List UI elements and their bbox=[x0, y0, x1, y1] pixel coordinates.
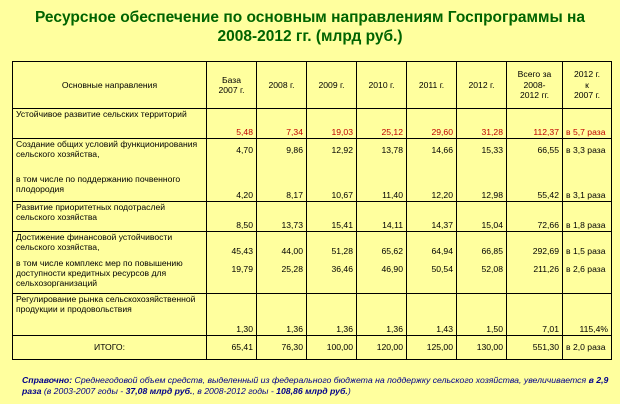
row-label: ИТОГО: bbox=[13, 336, 207, 360]
table-cell: 4,70 bbox=[207, 139, 257, 174]
table-cell: 100,00 bbox=[307, 336, 357, 360]
table-cell: 25,28 bbox=[257, 258, 307, 294]
table-cell: 45,43 bbox=[207, 232, 257, 258]
row-label: Создание общих условий функционирования сельского хозяйства, bbox=[13, 139, 207, 174]
table-cell: 25,12 bbox=[357, 109, 407, 139]
table-cell: 7,01 bbox=[507, 294, 563, 336]
header-ratio-line1: 2012 г. bbox=[574, 69, 600, 80]
table-cell: 19,79 bbox=[207, 258, 257, 294]
table-row bbox=[13, 294, 612, 336]
table-cell: 55,42 bbox=[507, 174, 563, 202]
table-row bbox=[13, 202, 612, 232]
table-cell: 36,46 bbox=[307, 258, 357, 294]
table-cell: 66,55 bbox=[507, 139, 563, 174]
header-base-line2: 2007 г. bbox=[218, 85, 245, 95]
table-cell: 1,43 bbox=[407, 294, 457, 336]
header-2012: 2012 г. bbox=[457, 62, 507, 109]
table-cell: 51,28 bbox=[307, 232, 357, 258]
row-label: Развитие приоритетных подотраслей сельского хозяйства bbox=[13, 202, 207, 232]
table-cell: 112,37 bbox=[507, 109, 563, 139]
table-cell: 8,50 bbox=[207, 202, 257, 232]
table-cell: в 5,7 раза bbox=[563, 109, 612, 139]
header-direction: Основные направления bbox=[13, 62, 207, 109]
table-cell: 9,86 bbox=[257, 139, 307, 174]
table-cell: 76,30 bbox=[257, 336, 307, 360]
table-cell: 52,08 bbox=[457, 258, 507, 294]
table-cell: 15,04 bbox=[457, 202, 507, 232]
table-cell: 46,90 bbox=[357, 258, 407, 294]
resource-table bbox=[12, 61, 612, 360]
table-cell: 7,34 bbox=[257, 109, 307, 139]
title-line-2: 2008-2012 гг. (млрд руб.) bbox=[217, 28, 403, 45]
footnote-bold-2: 37,08 млрд руб. bbox=[125, 386, 193, 396]
table-cell: 12,98 bbox=[457, 174, 507, 202]
header-2010: 2010 г. bbox=[357, 62, 407, 109]
header-2009: 2009 г. bbox=[307, 62, 357, 109]
footnote-bold-1: в 2,9 раза bbox=[22, 375, 609, 396]
table-cell: 1,36 bbox=[307, 294, 357, 336]
table-cell: 1,50 bbox=[457, 294, 507, 336]
table-cell: 1,30 bbox=[207, 294, 257, 336]
table-cell: 125,00 bbox=[407, 336, 457, 360]
table-cell: 72,66 bbox=[507, 202, 563, 232]
table-row bbox=[13, 258, 612, 294]
table-cell: 64,94 bbox=[407, 232, 457, 258]
row-label: Устойчивое развитие сельских территорий bbox=[13, 109, 207, 139]
footnote-text-1: Среднегодовой объем средств, выделенный из федерального бюджета на поддержку сельского хозяйства, увеличивается bbox=[72, 375, 589, 385]
table-cell: 14,37 bbox=[407, 202, 457, 232]
table-cell: 12,20 bbox=[407, 174, 457, 202]
table-cell: 66,85 bbox=[457, 232, 507, 258]
table-cell: 12,92 bbox=[307, 139, 357, 174]
table-cell: 14,11 bbox=[357, 202, 407, 232]
table-cell: 31,28 bbox=[457, 109, 507, 139]
table-cell: 44,00 bbox=[257, 232, 307, 258]
table-cell: 13,73 bbox=[257, 202, 307, 232]
table-cell: 10,67 bbox=[307, 174, 357, 202]
table-cell: 15,33 bbox=[457, 139, 507, 174]
table-cell: в 1,5 раза bbox=[563, 232, 612, 258]
header-total-line2: 2008- bbox=[523, 79, 546, 90]
header-ratio-line3: 2007 г. bbox=[574, 90, 600, 101]
footnote-lead: Справочно: bbox=[22, 375, 73, 385]
header-ratio-line2: к bbox=[585, 79, 589, 90]
table-cell: 292,69 bbox=[507, 232, 563, 258]
title-line-1: Ресурсное обеспечение по основным направлениям Госпрограммы на bbox=[34, 9, 586, 26]
row-label: в том числе по поддержанию почвенного плодородия bbox=[13, 174, 207, 202]
table-cell: 4,20 bbox=[207, 174, 257, 202]
header-total-line1: Всего за bbox=[517, 69, 552, 80]
table-cell: 130,00 bbox=[457, 336, 507, 360]
table-cell: 1,36 bbox=[357, 294, 407, 336]
header-2011: 2011 г. bbox=[407, 62, 457, 109]
header-2008: 2008 г. bbox=[257, 62, 307, 109]
table-cell: в 3,3 раза bbox=[563, 139, 612, 174]
table-cell: 211,26 bbox=[507, 258, 563, 294]
table-cell: в 2,0 раза bbox=[563, 336, 612, 360]
header-ratio bbox=[563, 62, 612, 109]
table-cell: 50,54 bbox=[407, 258, 457, 294]
footnote-text-2: (в 2003-2007 годы - bbox=[41, 386, 126, 396]
table-cell: 13,78 bbox=[357, 139, 407, 174]
table-cell: 5,48 bbox=[207, 109, 257, 139]
header-base bbox=[207, 62, 257, 109]
table-cell: 29,60 bbox=[407, 109, 457, 139]
table-row bbox=[13, 232, 612, 258]
table-cell: 8,17 bbox=[257, 174, 307, 202]
table-cell: 65,41 bbox=[207, 336, 257, 360]
table-row bbox=[13, 174, 612, 202]
table-cell: 15,41 bbox=[307, 202, 357, 232]
table-cell: 19,03 bbox=[307, 109, 357, 139]
table-cell: 551,30 bbox=[507, 336, 563, 360]
table-cell: 120,00 bbox=[357, 336, 407, 360]
header-total-line3: 2012 гг. bbox=[519, 90, 550, 101]
total-row bbox=[13, 336, 612, 360]
table-cell: 115,4% bbox=[563, 294, 612, 336]
header-base-line1: База bbox=[221, 74, 242, 85]
footnote-bold-3: 108,86 млрд руб. bbox=[276, 386, 348, 396]
table-cell: в 2,6 раза bbox=[563, 258, 612, 294]
row-label: в том числе комплекс мер по повышению доступности кредитных ресурсов для сельхозорганизаций bbox=[13, 258, 207, 294]
header-total bbox=[507, 62, 563, 109]
table-cell: 14,66 bbox=[407, 139, 457, 174]
table-cell: 65,62 bbox=[357, 232, 407, 258]
table-cell: 11,40 bbox=[357, 174, 407, 202]
table-row bbox=[13, 139, 612, 174]
row-label: Достижение финансовой устойчивости сельского хозяйства, bbox=[13, 232, 207, 258]
header-row bbox=[13, 62, 612, 109]
table-cell: 1,36 bbox=[257, 294, 307, 336]
row-label: Регулирование рынка сельскохозяйственной продукции и продовольствия bbox=[13, 294, 207, 336]
footnote bbox=[22, 375, 612, 397]
table-cell: в 3,1 раза bbox=[563, 174, 612, 202]
page-title bbox=[0, 8, 620, 46]
table-cell: в 1,8 раза bbox=[563, 202, 612, 232]
footnote-text-4: ) bbox=[347, 386, 351, 396]
footnote-text-3: , в 2008-2012 годы - bbox=[192, 386, 277, 396]
table-row bbox=[13, 109, 612, 139]
